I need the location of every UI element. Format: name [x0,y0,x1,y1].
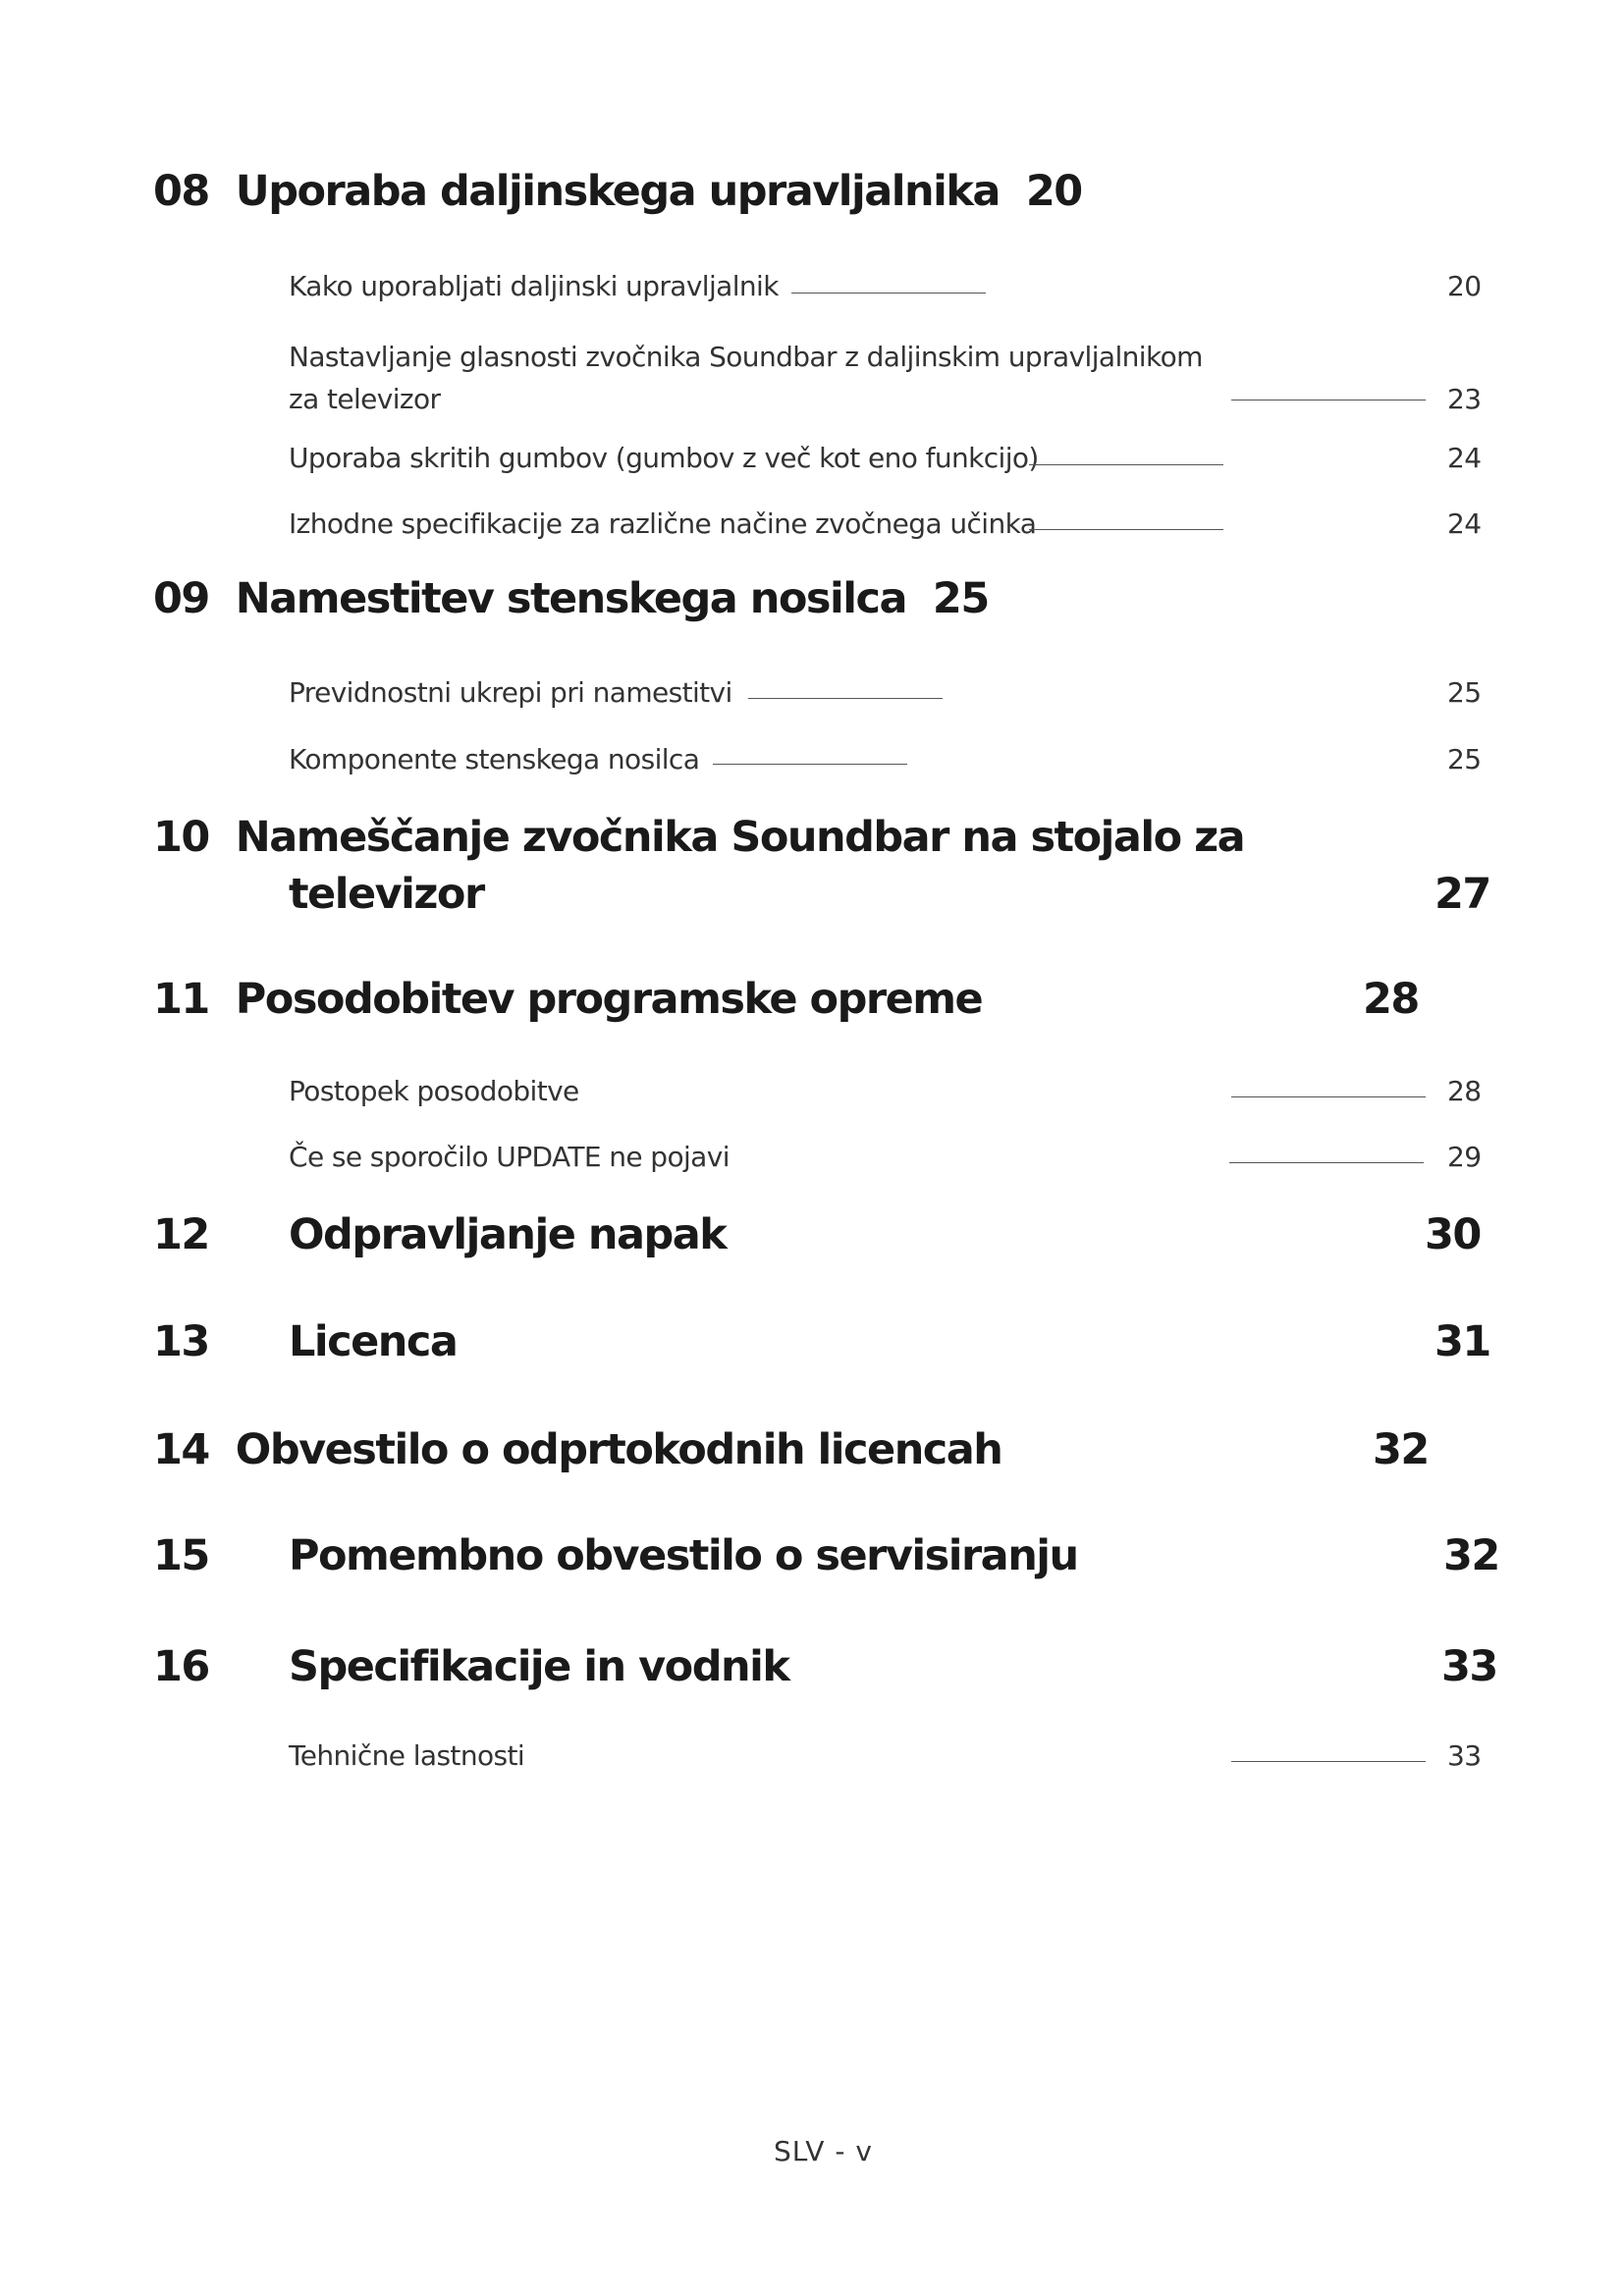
leader-line [1029,464,1223,465]
toc-entry[interactable]: Izhodne specifikacije za različne načine zvočnega učinka [289,507,1037,540]
section-page-number: 31 [1435,1317,1490,1366]
section-number: 16 [153,1642,209,1691]
section-page-number: 32 [1373,1425,1429,1474]
page-footer: SLV - v [774,2135,873,2167]
section-page-number: 33 [1441,1642,1497,1691]
toc-entry[interactable]: Komponente stenskega nosilca [289,743,700,775]
section-16-heading[interactable]: Specifikacije in vodnik [289,1642,789,1691]
leader-line [713,764,907,765]
section-page-number: 27 [1435,870,1490,919]
section-11-heading[interactable]: 11 Posodobitev programske opreme [153,975,983,1024]
section-number: 15 [153,1531,209,1580]
section-number: 13 [153,1317,209,1366]
section-12-heading[interactable]: Odpravljanje napak [289,1210,727,1259]
section-page-number: 28 [1363,975,1419,1024]
toc-page-number: 24 [1447,442,1482,474]
section-14-heading[interactable]: 14 Obvestilo o odprtokodnih licencah [153,1425,1002,1474]
toc-entry[interactable]: Postopek posodobitve [289,1075,579,1107]
toc-entry-continuation[interactable]: za televizor [289,383,441,415]
toc-entry[interactable]: Previdnostni ukrepi pri namestitvi [289,676,732,709]
toc-entry[interactable]: Uporaba skritih gumbov (gumbov z več kot eno funkcijo) [289,442,1039,474]
leader-line [748,698,943,699]
leader-line [1229,1162,1424,1163]
toc-page-number: 20 [1447,270,1482,302]
toc-entry[interactable]: Če se sporočilo UPDATE ne pojavi [289,1141,730,1173]
toc-entry[interactable]: Nastavljanje glasnosti zvočnika Soundbar z daljinskim upravljalnikom [289,341,1203,373]
toc-page-number: 24 [1447,507,1482,540]
toc-page-number: 25 [1447,676,1482,709]
section-08-heading[interactable]: 08 Uporaba daljinskega upravljalnika 20 [153,167,1082,216]
leader-line [1029,529,1223,530]
section-13-heading[interactable]: Licenca [289,1317,458,1366]
section-10-heading[interactable]: 10 Nameščanje zvočnika Soundbar na stojalo za [153,813,1245,862]
toc-entry[interactable]: Kako uporabljati daljinski upravljalnik [289,270,779,302]
section-15-heading[interactable]: Pomembno obvestilo o servisiranju [289,1531,1078,1580]
leader-line [1231,1761,1426,1762]
section-page-number: 32 [1443,1531,1499,1580]
toc-page-number: 33 [1447,1739,1482,1772]
section-page-number: 30 [1425,1210,1481,1259]
leader-line [791,293,986,294]
toc-page-number: 23 [1447,383,1482,415]
leader-line [1231,1096,1426,1097]
section-number: 12 [153,1210,209,1259]
section-10-heading-continuation[interactable]: televizor [289,870,484,919]
section-09-heading[interactable]: 09 Namestitev stenskega nosilca 25 [153,574,989,623]
toc-entry[interactable]: Tehnične lastnosti [289,1739,525,1772]
toc-page-number: 25 [1447,743,1482,775]
toc-page-number: 29 [1447,1141,1482,1173]
toc-page-number: 28 [1447,1075,1482,1107]
